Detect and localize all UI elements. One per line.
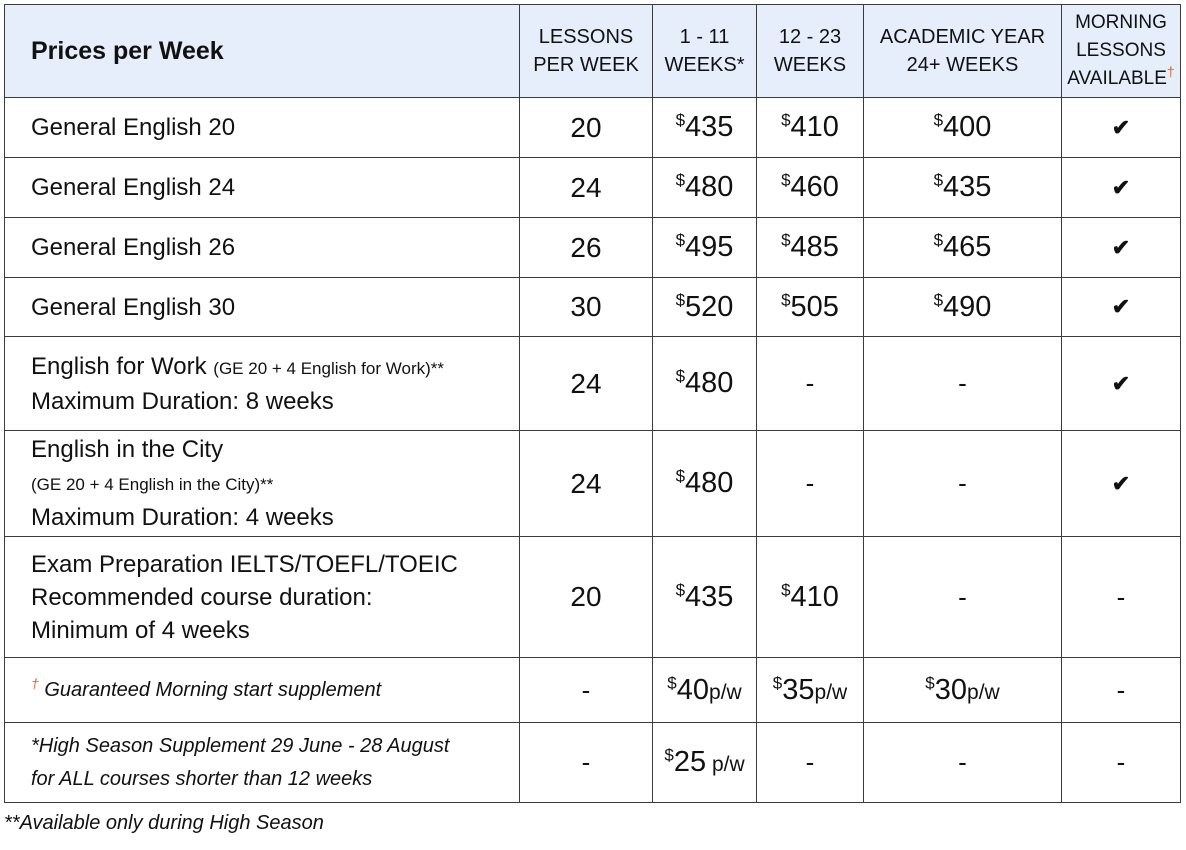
price-academic: - bbox=[864, 337, 1062, 431]
lessons-value: 20 bbox=[520, 98, 653, 158]
supplement-row bbox=[5, 658, 1181, 723]
header-row bbox=[5, 5, 1181, 98]
table-row bbox=[5, 337, 1181, 431]
table-row bbox=[5, 278, 1181, 337]
checkmark-icon: ✔ bbox=[1062, 278, 1181, 337]
lessons-value: 20 bbox=[520, 537, 653, 658]
supplement-label: † Guaranteed Morning start supplement bbox=[5, 658, 520, 723]
table-row bbox=[5, 158, 1181, 218]
course-name: English in the City (GE 20 + 4 English in the City)** Maximum Duration: 4 weeks bbox=[5, 431, 520, 537]
price-academic: - bbox=[864, 723, 1062, 803]
price-12-23: - bbox=[757, 723, 864, 803]
price-table bbox=[4, 4, 1181, 803]
supplement-label: *High Season Supplement 29 June - 28 August for ALL courses shorter than 12 weeks bbox=[5, 723, 520, 803]
header-academic-year: ACADEMIC YEAR 24+ WEEKS bbox=[864, 5, 1062, 98]
lessons-value: 24 bbox=[520, 337, 653, 431]
checkmark-icon: ✔ bbox=[1062, 98, 1181, 158]
price-1-11: $520 bbox=[653, 278, 757, 337]
price-12-23: $410 bbox=[757, 537, 864, 658]
header-morning-lessons: MORNING LESSONS AVAILABLE† bbox=[1062, 5, 1181, 98]
dagger-mark: † bbox=[31, 674, 39, 691]
price-academic: $400 bbox=[864, 98, 1062, 158]
morning-value: - bbox=[1062, 658, 1181, 723]
dagger-mark: † bbox=[1166, 63, 1175, 80]
price-1-11: $480 bbox=[653, 431, 757, 537]
table-row bbox=[5, 537, 1181, 658]
price-1-11: $435 bbox=[653, 537, 757, 658]
supplement-row bbox=[5, 723, 1181, 803]
course-name: English for Work (GE 20 + 4 English for Work)** Maximum Duration: 8 weeks bbox=[5, 337, 520, 431]
table-row bbox=[5, 218, 1181, 278]
price-12-23: $485 bbox=[757, 218, 864, 278]
checkmark-icon: ✔ bbox=[1062, 337, 1181, 431]
header-1-11-weeks: 1 - 11 WEEKS* bbox=[653, 5, 757, 98]
header-12-23-weeks: 12 - 23 WEEKS bbox=[757, 5, 864, 98]
price-academic: - bbox=[864, 431, 1062, 537]
checkmark-icon: ✔ bbox=[1062, 431, 1181, 537]
morning-value: - bbox=[1062, 537, 1181, 658]
lessons-value: 30 bbox=[520, 278, 653, 337]
footnote: **Available only during High Season bbox=[4, 812, 324, 834]
price-1-11: $480 bbox=[653, 158, 757, 218]
lessons-value: 24 bbox=[520, 158, 653, 218]
course-name: Exam Preparation IELTS/TOEFL/TOEIC Recommended course duration: Minimum of 4 weeks bbox=[5, 537, 520, 658]
price-1-11: $495 bbox=[653, 218, 757, 278]
price-1-11: $25 p/w bbox=[653, 723, 757, 803]
price-12-23: $505 bbox=[757, 278, 864, 337]
price-1-11: $435 bbox=[653, 98, 757, 158]
course-name: General English 24 bbox=[5, 158, 520, 218]
price-12-23: - bbox=[757, 337, 864, 431]
price-academic: - bbox=[864, 537, 1062, 658]
checkmark-icon: ✔ bbox=[1062, 218, 1181, 278]
lessons-value: - bbox=[520, 658, 653, 723]
course-name: General English 26 bbox=[5, 218, 520, 278]
course-name: General English 20 bbox=[5, 98, 520, 158]
table-row bbox=[5, 98, 1181, 158]
header-lessons-per-week: LESSONS PER WEEK bbox=[520, 5, 653, 98]
table-row bbox=[5, 431, 1181, 537]
price-12-23: $410 bbox=[757, 98, 864, 158]
morning-value: - bbox=[1062, 723, 1181, 803]
price-1-11: $40p/w bbox=[653, 658, 757, 723]
price-12-23: $35p/w bbox=[757, 658, 864, 723]
price-academic: $30p/w bbox=[864, 658, 1062, 723]
lessons-value: - bbox=[520, 723, 653, 803]
lessons-value: 26 bbox=[520, 218, 653, 278]
table-title: Prices per Week bbox=[5, 5, 520, 98]
price-1-11: $480 bbox=[653, 337, 757, 431]
price-12-23: - bbox=[757, 431, 864, 537]
checkmark-icon: ✔ bbox=[1062, 158, 1181, 218]
price-academic: $465 bbox=[864, 218, 1062, 278]
price-academic: $435 bbox=[864, 158, 1062, 218]
lessons-value: 24 bbox=[520, 431, 653, 537]
price-academic: $490 bbox=[864, 278, 1062, 337]
course-name: General English 30 bbox=[5, 278, 520, 337]
price-12-23: $460 bbox=[757, 158, 864, 218]
